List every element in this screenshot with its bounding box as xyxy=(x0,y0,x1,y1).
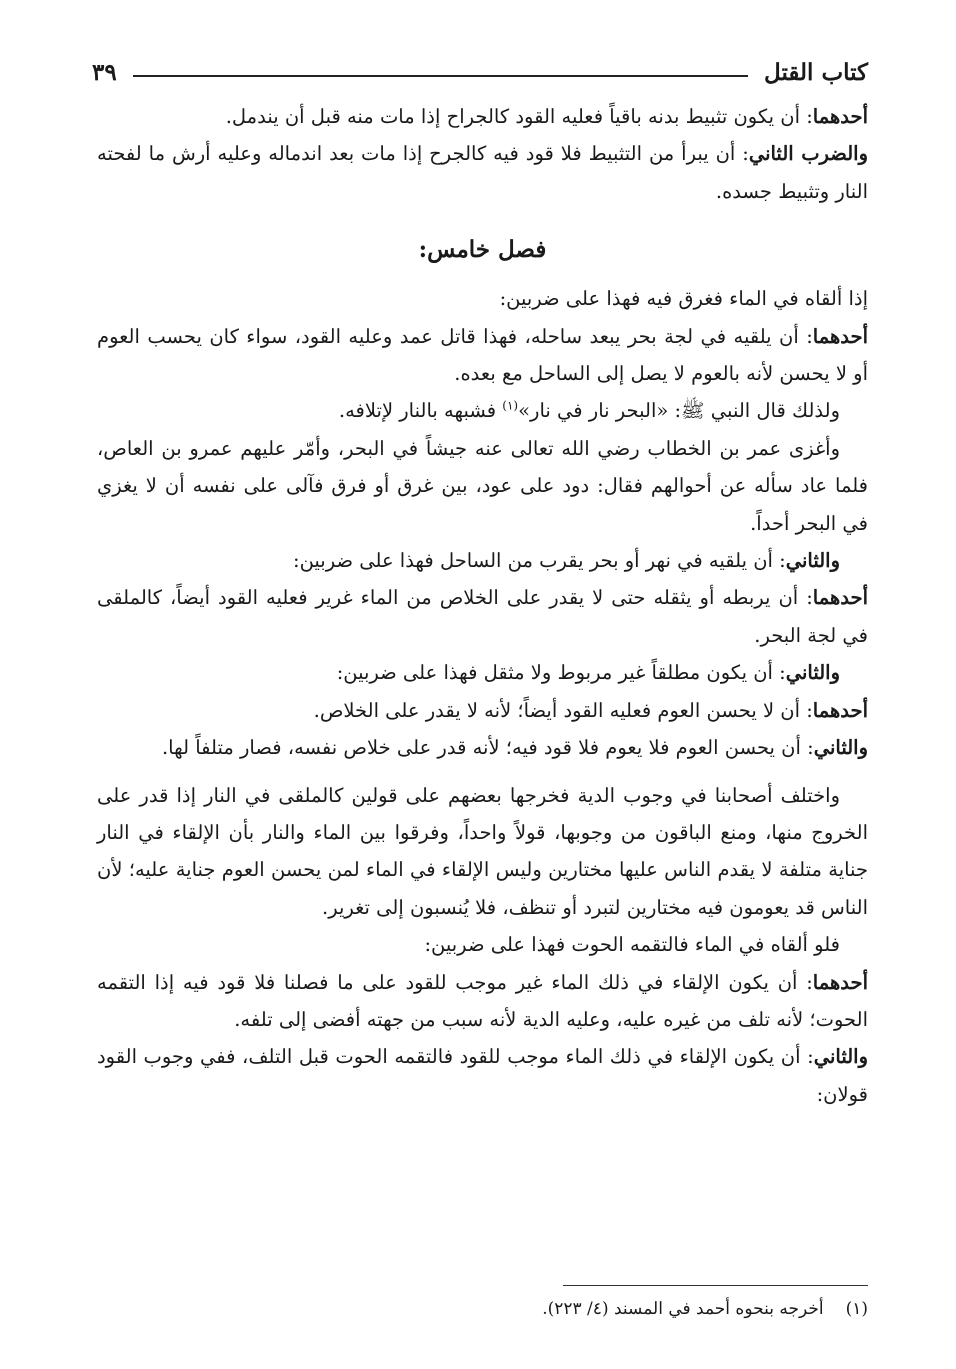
paragraph-lead: والثاني xyxy=(785,549,840,573)
chapter-title: كتاب القتل xyxy=(764,58,868,86)
paragraph-text: فلو ألقاه في الماء فالتقمه الحوت فهذا على ضربين: xyxy=(424,933,840,957)
running-header xyxy=(92,52,868,92)
paragraph xyxy=(97,692,868,729)
paragraph-lead: والثاني xyxy=(813,736,868,760)
paragraph-text: : أن يبرأ من التثبيط فلا قود فيه كالجرح إذا مات بعد اندماله وعليه أرش ما لفحته النار وتثبيط جسده. xyxy=(97,142,868,203)
paragraph-text: : أن يكون الإلقاء في ذلك الماء غير موجب للقود على ما فصلنا فلا قود فيه إذا التقمه الحوت؛ لأنه تلف من غيره عليه، وعليه الدية لأنه سبب من جهته أفضى إلى تلفه. xyxy=(97,970,868,1031)
section-title: فصل خامس: xyxy=(418,236,547,264)
paragraph-lead: أحدهما xyxy=(812,324,868,348)
paragraph xyxy=(97,430,868,542)
footnote-text: أخرجه بنحوه أحمد في المسند (٤/ ٢٢٣). xyxy=(542,1299,824,1319)
paragraph-text: وأغزى عمر بن الخطاب رضي الله تعالى عنه جيشاً في البحر، وأمّر عليهم عمرو بن العاص، فلما عاد سأله عن أحوالهم فقال: دود على عود، بين غرق أو فرق فآلى على نفسه أن لا يغزي في البحر أحداً. xyxy=(97,436,868,535)
paragraph xyxy=(97,777,868,927)
paragraph-text: : أن يحسن العوم فلا يعوم فلا قود فيه؛ لأنه قدر على خلاص نفسه، فصار متلفاً لها. xyxy=(161,736,814,760)
paragraph-lead: أحدهما xyxy=(812,970,868,994)
paragraph-lead: والثاني xyxy=(785,661,840,685)
paragraph xyxy=(97,542,868,579)
paragraph-text: : أن يلقيه في لجة بحر يبعد ساحله، فهذا قاتل عمد وعليه القود، سواء كان يحسب العوم أو لا يحسن لأنه بالعوم لا يصل إلى الساحل مع بعده. xyxy=(97,324,868,386)
paragraph xyxy=(97,318,868,393)
page-body xyxy=(97,98,868,1113)
paragraph-text: : أن يكون تثبيط بدنه باقياً فعليه القود كالجراح إذا مات منه قبل أن يندمل. xyxy=(225,105,813,128)
paragraph-text: : أن يلقيه في نهر أو بحر يقرب من الساحل فهذا على ضربين: xyxy=(293,549,786,573)
paragraph xyxy=(97,926,868,963)
paragraph xyxy=(97,98,868,135)
footnote-divider xyxy=(563,1285,868,1286)
footnote-ref[interactable]: (١) xyxy=(502,398,519,413)
paragraph-lead: والثاني xyxy=(813,1045,868,1069)
paragraph xyxy=(97,579,868,654)
paragraph-lead: أحدهما xyxy=(812,586,868,610)
footnote xyxy=(97,1296,868,1322)
paragraph-text: : أن يكون الإلقاء في ذلك الماء موجب للقود فالتقمه الحوت قبل التلف، ففي وجوب القود قولان: xyxy=(97,1045,868,1106)
paragraph xyxy=(97,392,868,429)
paragraph-text: : أن لا يحسن العوم فعليه القود أيضاً؛ لأنه لا يقدر على الخلاص. xyxy=(313,698,813,722)
paragraph-text: إذا ألقاه في الماء فغرق فيه فهذا على ضربين: xyxy=(499,287,868,311)
paragraph-text: واختلف أصحابنا في وجوب الدية فخرجها بعضهم على قولين كالملقى في النار إذا قدر على الخروج منها، ومنع الباقون من وجوبها، قولاً واحداً، وفرقوا بين الماء والنار بأن الإلقاء في النار جناية متلفة لا يقدم الناس عليها مختارين وليس الإلقاء في الماء لمن يحسن العوم جناية عليه؛ لأن الناس قد يعومون فيه مختارين لتبرد أو تنظف، فلا يُنسبون إلى تغرير. xyxy=(97,783,868,919)
page-number: ٣٩ xyxy=(92,58,117,86)
paragraph xyxy=(97,135,868,210)
paragraph-lead: أحدهما xyxy=(812,105,868,128)
paragraph-lead: أحدهما xyxy=(812,698,868,722)
paragraph xyxy=(97,729,868,766)
paragraph-text: : أن يكون مطلقاً غير مربوط ولا مثقل فهذا على ضربين: xyxy=(336,661,786,685)
paragraph-text: فشبهه بالنار لإتلافه. xyxy=(338,399,503,423)
paragraph-lead: والضرب الثاني xyxy=(748,142,868,166)
paragraph xyxy=(97,280,868,317)
paragraph-text: : أن يربطه أو يثقله حتى لا يقدر على الخلاص من الماء غرير فعليه القود أيضاً، كالملقى في لجة البحر. xyxy=(97,586,868,647)
paragraph xyxy=(97,964,868,1039)
paragraph xyxy=(97,654,868,691)
header-rule xyxy=(133,75,748,77)
footnote-number: (١) xyxy=(845,1299,868,1319)
paragraph-text: ولذلك قال النبي ﷺ: «البحر نار في نار» xyxy=(518,399,840,423)
paragraph xyxy=(97,1038,868,1113)
